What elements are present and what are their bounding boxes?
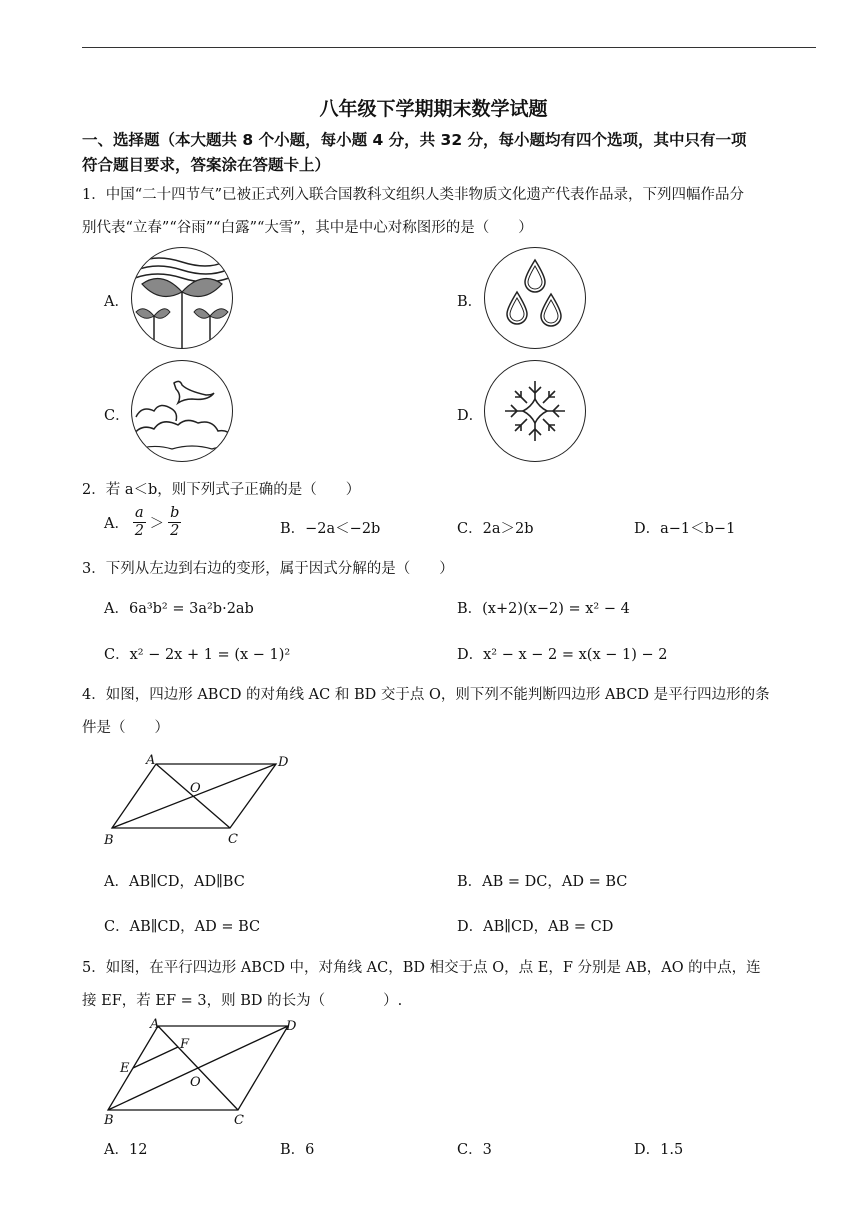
q2-option-c[interactable]: C．2a＞2b — [457, 521, 534, 537]
q4-option-b[interactable]: B．AB = DC，AD = BC — [457, 874, 628, 890]
q2-option-a[interactable] — [104, 505, 181, 540]
section-heading-line2: 符合题目要求，答案涂在答题卡上） — [82, 156, 331, 174]
q3-option-d[interactable]: D．x² − x − 2 = x(x − 1) − 2 — [457, 647, 668, 663]
q4-label-o: O — [190, 781, 201, 796]
q5-label-e: E — [120, 1061, 130, 1076]
q5-label-o: O — [190, 1075, 201, 1090]
q5-option-a[interactable]: A．12 — [104, 1142, 148, 1158]
q2-stem: 2．若 a＜b，则下列式子正确的是（ ） — [82, 482, 361, 498]
q1-stem-line1: 1．中国“二十四节气”已被正式列入联合国教科文组织人类非物质文化遗产代表作品录，下列四幅作品分 — [82, 187, 745, 203]
section-heading-line1: 一、选择题（本大题共 8 个小题，每小题 4 分，共 32 分，每小题均有四个选项，其中只有一项 — [82, 131, 747, 149]
q5-label-f: F — [180, 1037, 190, 1052]
q4-label-d: D — [278, 755, 289, 770]
q4-stem-line2: 件是（ ） — [82, 720, 169, 736]
snowflake-emblem-icon — [484, 360, 586, 462]
q5-label-b: B — [104, 1113, 114, 1128]
raindrops-emblem-icon — [484, 247, 586, 349]
q5-option-d[interactable]: D．1.5 — [634, 1142, 684, 1158]
q4-option-a[interactable]: A．AB∥CD，AD∥BC — [104, 874, 245, 890]
q5-option-b[interactable]: B．6 — [280, 1142, 315, 1158]
q2-fraction-b: $\frac{b}{2}$ — [170, 505, 180, 539]
q5-label-d: D — [286, 1019, 297, 1034]
q1-option-d-label[interactable]: D． — [457, 408, 484, 424]
q2-option-a-label: A． — [104, 516, 129, 532]
q4-parallelogram-figure — [100, 748, 300, 848]
q1-option-a-label[interactable]: A． — [104, 294, 129, 310]
q4-label-b: B — [104, 833, 114, 848]
q4-option-c[interactable]: C．AB∥CD，AD = BC — [104, 919, 261, 935]
page-title: 八年级下学期期末数学试题 — [319, 98, 548, 120]
q5-option-c[interactable]: C．3 — [457, 1142, 492, 1158]
q1-option-c-label[interactable]: C． — [104, 408, 130, 424]
q2-option-d[interactable]: D．a−1＜b−1 — [634, 521, 736, 537]
q4-label-a: A — [146, 753, 156, 768]
spring-emblem-icon — [131, 247, 233, 349]
q4-label-c: C — [228, 832, 238, 847]
q3-option-b[interactable]: B．(x+2)(x−2) = x² − 4 — [457, 601, 630, 617]
q5-label-a: A — [150, 1017, 160, 1032]
header-rule — [82, 47, 816, 48]
q1-stem-line2: 别代表“立春”“谷雨”“白露”“大雪”，其中是中心对称图形的是（ ） — [82, 220, 533, 236]
q3-option-c[interactable]: C．x² − 2x + 1 = (x − 1)² — [104, 647, 291, 663]
q5-stem-line1: 5．如图，在平行四边形 ABCD 中，对角线 AC，BD 相交于点 O，点 E，F 分别是 AB，AO 的中点，连 — [82, 960, 761, 976]
q3-option-a[interactable]: A．6a³b² = 3a²b·2ab — [104, 601, 254, 617]
dew-emblem-icon — [131, 360, 233, 462]
q3-stem: 3．下列从左边到右边的变形，属于因式分解的是（ ） — [82, 561, 454, 577]
q4-option-d[interactable]: D．AB∥CD，AB = CD — [457, 919, 614, 935]
q5-label-c: C — [234, 1113, 244, 1128]
q2-fraction-a: $\frac{a}{2}$ — [134, 505, 144, 539]
q1-option-b-label[interactable]: B． — [457, 294, 483, 310]
q4-stem-line1: 4．如图，四边形 ABCD 的对角线 AC 和 BD 交于点 O，则下列不能判断四边形 ABCD 是平行四边形的条 — [82, 687, 770, 703]
q5-parallelogram-figure — [100, 1014, 310, 1128]
q2-relation: ＞ — [149, 516, 165, 532]
q5-stem-line2: 接 EF，若 EF = 3，则 BD 的长为（ ）. — [82, 993, 403, 1009]
q2-option-b[interactable]: B．−2a＜−2b — [280, 521, 381, 537]
